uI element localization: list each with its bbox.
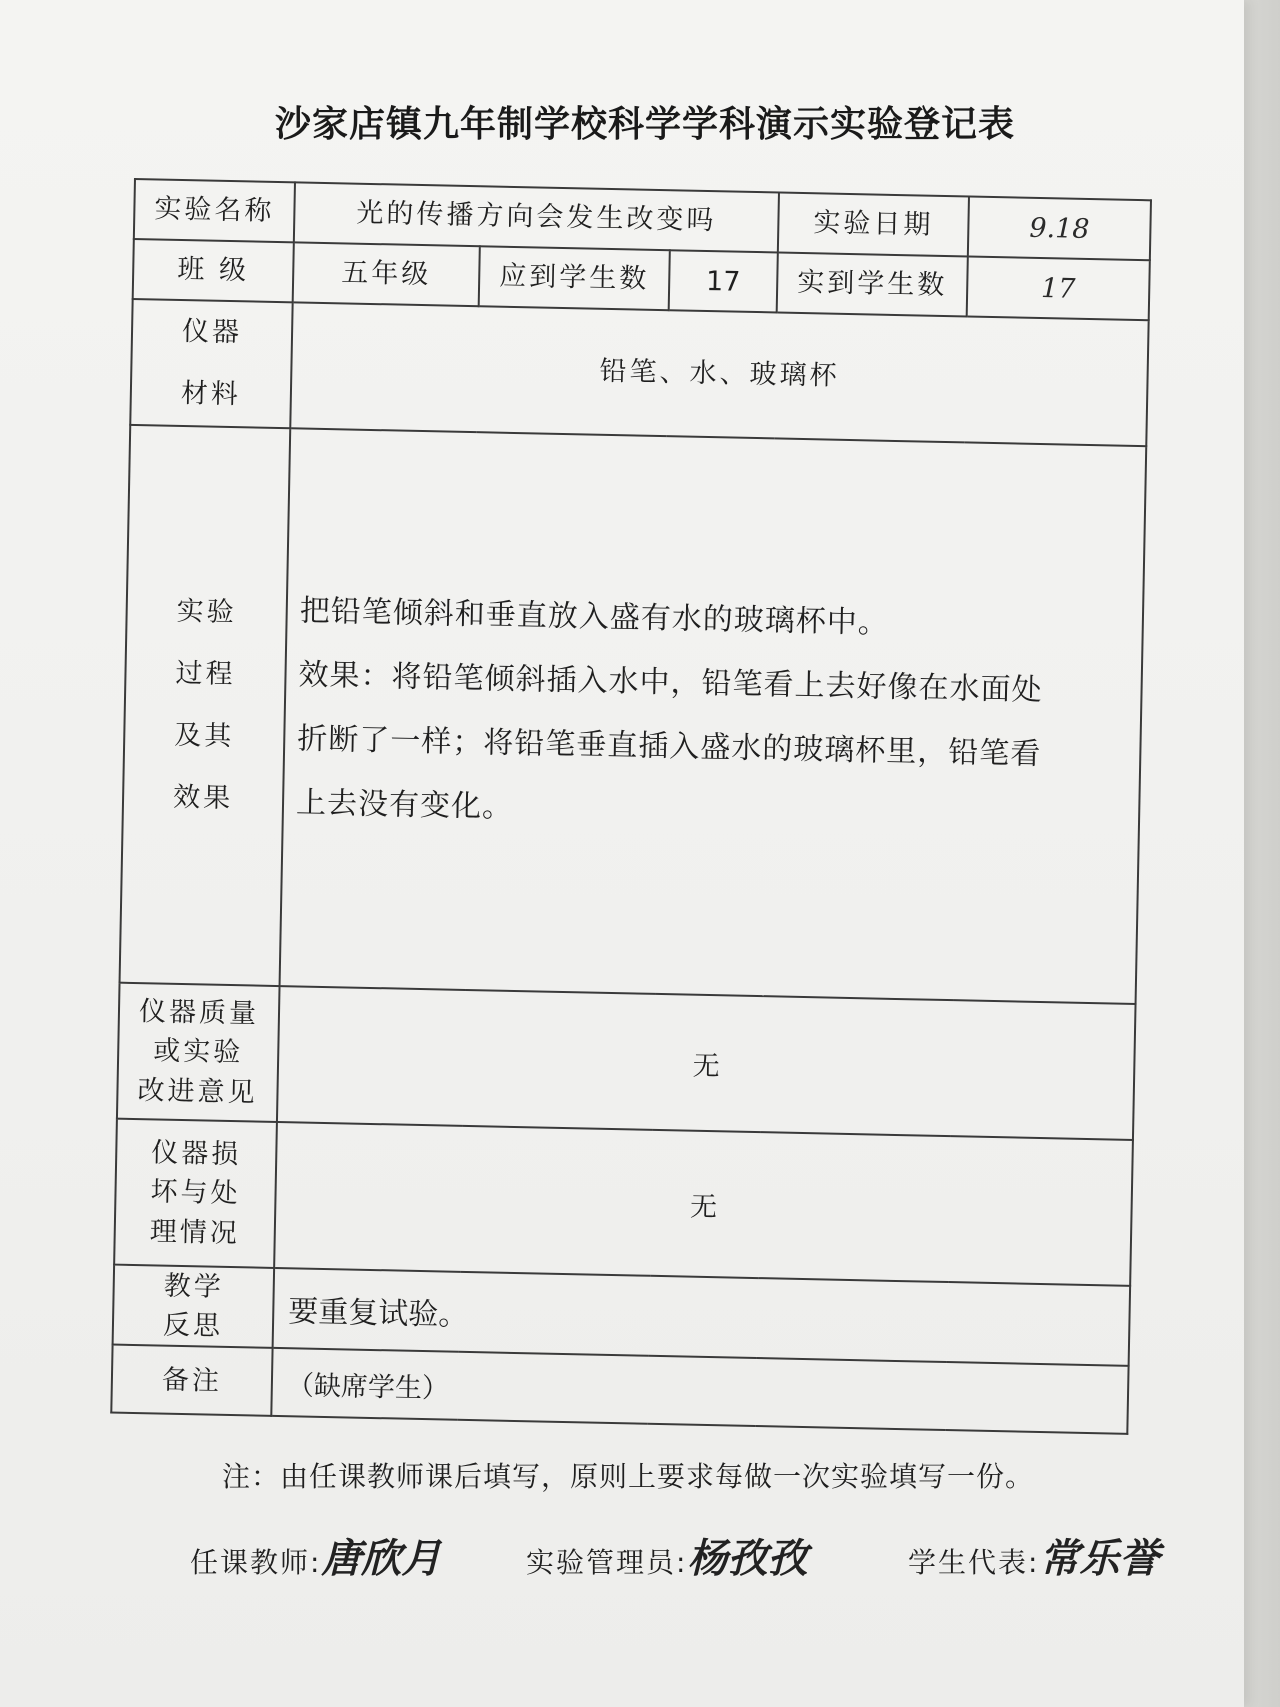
- student-handwritten-name: 常乐誉: [1039, 1535, 1160, 1582]
- process-line: 上去没有变化。: [295, 785, 514, 825]
- remarks-value: （缺席学生）: [271, 1348, 1128, 1434]
- damage-label-line: 坏与处: [150, 1176, 241, 1210]
- process-line: 折断了一样；将铅笔垂直插入盛水的玻璃杯里，铅笔看: [296, 721, 1042, 772]
- quality-label-line: 仪器质量: [138, 996, 260, 1030]
- expected-students-value: 17: [669, 250, 778, 312]
- student-signature: [908, 1527, 1159, 1584]
- actual-students-label: 实到学生数: [777, 252, 968, 316]
- footnote: 注：由任课教师课后填写，原则上要求每做一次实验填写一份。: [222, 1460, 1035, 1493]
- row-process: [120, 425, 1147, 1004]
- admin-signature: [526, 1527, 807, 1584]
- experiment-date-value: 9.18: [968, 196, 1151, 260]
- damage-label-line: 仪器损: [150, 1137, 242, 1171]
- process-label-line: 过程: [175, 657, 236, 691]
- form-title: 沙家店镇九年制学校科学学科演示实验登记表: [274, 104, 1015, 145]
- process-content: [280, 428, 1147, 1004]
- process-label-line: 效果: [172, 781, 234, 815]
- damage-label: [114, 1119, 277, 1268]
- actual-students-value: 17: [967, 256, 1150, 320]
- damage-value: 无: [274, 1122, 1133, 1286]
- teacher-signature: [190, 1527, 441, 1584]
- reflection-value: 要重复试验。: [273, 1268, 1131, 1366]
- materials-label: [130, 299, 292, 428]
- row-quality: [117, 983, 1136, 1140]
- experiment-name-value: 光的传播方向会发生改变吗: [294, 182, 779, 252]
- row-damage: [114, 1119, 1133, 1286]
- quality-label-line: 或实验: [152, 1035, 244, 1069]
- quality-label: [117, 983, 280, 1122]
- expected-students-label: 应到学生数: [479, 246, 670, 310]
- process-label: [120, 425, 291, 986]
- remarks-label: 备注: [111, 1345, 272, 1416]
- process-line: 把铅笔倾斜和垂直放入盛有水的玻璃杯中。: [299, 593, 890, 641]
- reflection-label-line: 反思: [162, 1309, 224, 1342]
- process-label-line: 及其: [174, 719, 235, 753]
- class-value: 五年级: [293, 242, 480, 306]
- registration-table: [110, 178, 1152, 1435]
- admin-handwritten-name: 杨孜孜: [687, 1535, 808, 1582]
- experiment-date-label: 实验日期: [778, 193, 969, 257]
- row-materials: [130, 299, 1148, 446]
- damage-label-line: 理情况: [149, 1215, 241, 1249]
- teacher-label: 任课教师:: [190, 1546, 322, 1579]
- materials-label-line: 仪器: [181, 316, 243, 349]
- quality-label-line: 改进意见: [137, 1074, 258, 1109]
- materials-value: 铅笔、水、玻璃杯: [290, 302, 1148, 446]
- student-label: 学生代表:: [908, 1546, 1040, 1579]
- quality-value: 无: [277, 986, 1136, 1140]
- admin-label: 实验管理员:: [526, 1546, 688, 1579]
- materials-label-line: 材料: [180, 377, 242, 411]
- experiment-name-label: 实验名称: [134, 179, 295, 242]
- process-label-line: 实验: [176, 595, 237, 629]
- reflection-label-line: 教学: [163, 1270, 225, 1303]
- reflection-label: [113, 1265, 275, 1349]
- teacher-handwritten-name: 唐欣月: [321, 1535, 442, 1582]
- class-label: 班 级: [133, 239, 294, 302]
- process-line: 效果：将铅笔倾斜插入水中，铅笔看上去好像在水面处: [298, 657, 1043, 709]
